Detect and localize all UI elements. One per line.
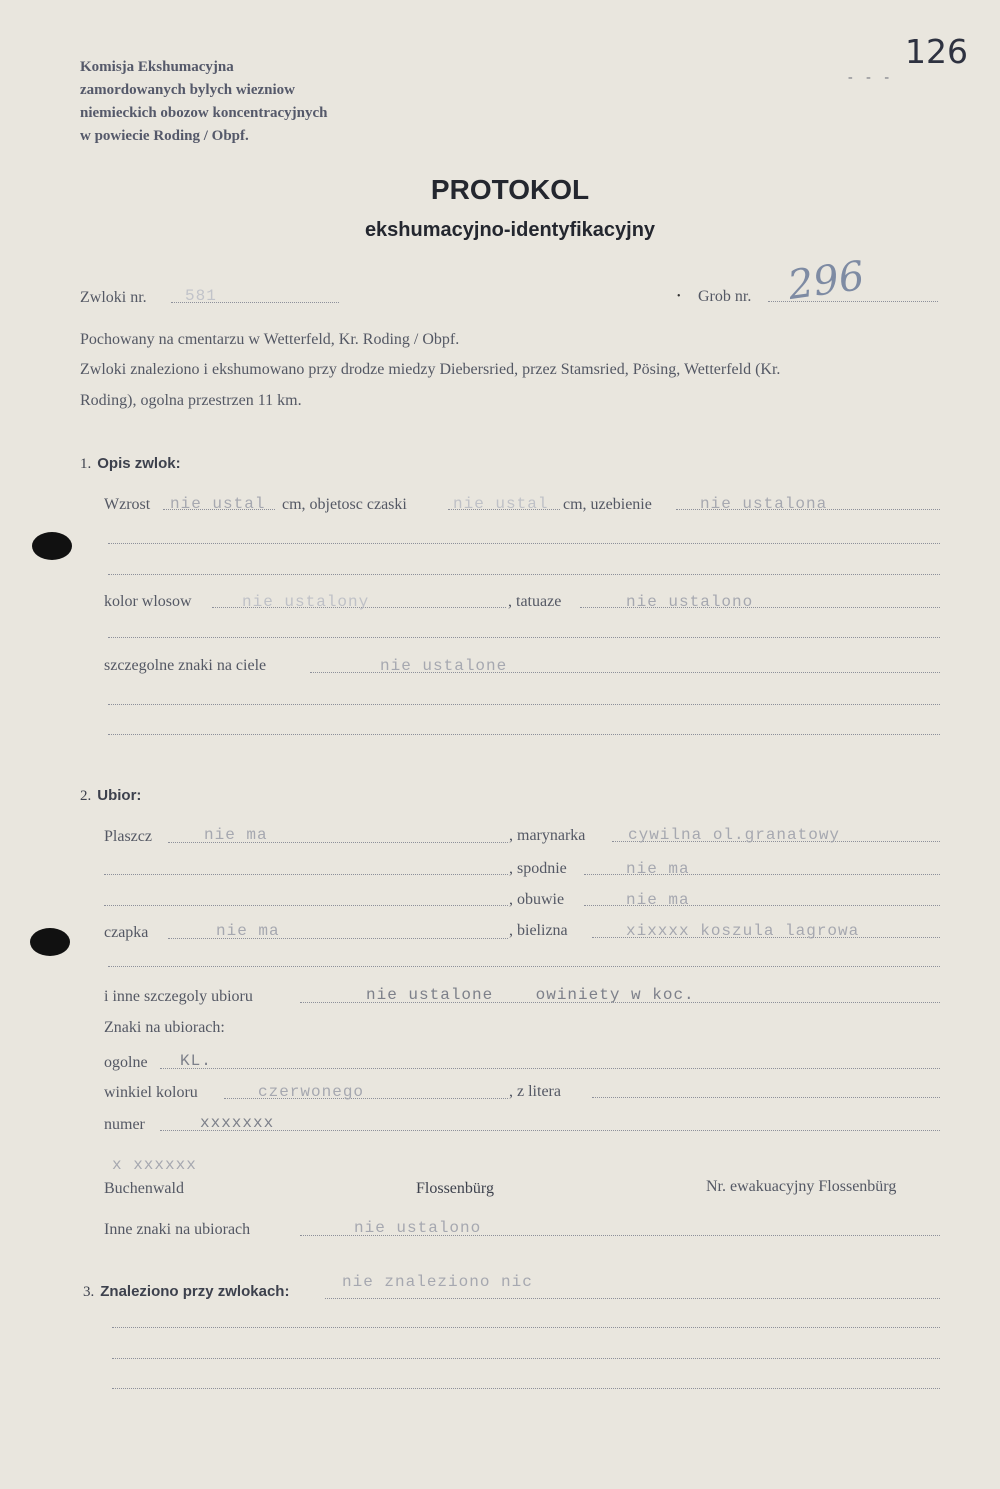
tatuaze-label: , tatuaze (508, 593, 562, 610)
section-2-heading (80, 787, 141, 805)
section-3-title: Znaleziono przy zwlokach: (100, 1283, 290, 1300)
stamp-dashes: - - - (848, 70, 894, 85)
uzebienie-value: nie ustalona (700, 495, 828, 513)
section-3-value: nie znaleziono nic (342, 1273, 533, 1291)
section-2-title: Ubior: (97, 787, 142, 804)
inne-szczegoly-value: nie ustalone owiniety w koc. (366, 986, 695, 1004)
szczegolne-znaki-value: nie ustalone (380, 657, 508, 675)
obuwie-value: nie ma (626, 891, 690, 909)
plaszcz-label: Plaszcz (104, 828, 152, 845)
inne-szczegoly-label: i inne szczegoly ubioru (104, 988, 253, 1005)
section-1-number: 1. (80, 456, 92, 472)
bielizna-value: xixxxx koszula lagrowa (626, 922, 860, 940)
section-3-heading (83, 1283, 289, 1301)
page-number: 126 (905, 32, 968, 71)
found-line-2: Roding), ogolna przestrzen 11 km. (80, 392, 302, 409)
plaszcz-value: nie ma (204, 826, 268, 844)
buchenwald-label: Buchenwald (104, 1180, 184, 1197)
header-line-1: Komisja Ekshumacyjna (80, 59, 234, 75)
obuwie-label: , obuwie (509, 891, 565, 908)
burial-line: Pochowany na cmentarzu w Wetterfeld, Kr. Roding / Obpf. (80, 331, 460, 348)
inne-znaki-value: nie ustalono (354, 1219, 482, 1237)
bielizna-label: , bielizna (509, 922, 568, 939)
commission-header (80, 56, 327, 148)
header-line-2: zamordowanych bylych wiezniow (80, 82, 295, 98)
marynarka-value: cywilna ol.granatowy (628, 826, 841, 844)
czaska-value: nie ustal (453, 495, 549, 513)
wzrost-value: nie ustal (170, 495, 266, 513)
kolor-wlosow-value: nie ustalony (242, 593, 370, 611)
numer-value: xxxxxxx (200, 1114, 275, 1132)
spodnie-label: , spodnie (509, 860, 567, 877)
header-line-4: w powiecie Roding / Obpf. (80, 128, 249, 144)
grob-label: Grob nr. (698, 288, 752, 305)
document-title: PROTOKOL (430, 174, 590, 205)
tatuaze-value: nie ustalono (626, 593, 754, 611)
numer-label: numer (104, 1116, 145, 1133)
section-1-title: Opis zwlok: (97, 455, 181, 472)
marynarka-label: , marynarka (509, 827, 586, 844)
winkiel-koloru-label: winkiel koloru (104, 1084, 198, 1101)
winkiel-koloru-value: czerwonego (258, 1083, 365, 1101)
kolor-wlosow-label: kolor wlosow (104, 593, 192, 610)
znaki-na-ubiorach-label: Znaki na ubiorach: (104, 1019, 225, 1036)
ewakuacyjny-label: Nr. ewakuacyjny Flossenbürg (706, 1178, 897, 1195)
ogolne-label: ogolne (104, 1054, 148, 1071)
struck-value: x xxxxxx (112, 1156, 197, 1174)
section-2-number: 2. (80, 788, 92, 804)
header-line-3: niemieckich obozow koncentracyjnych (80, 105, 328, 121)
found-line-1: Zwloki znaleziono i ekshumowano przy drodze miedzy Diebersried, przez Stamsried, Pösing, Wetterfeld (Kr. (80, 361, 781, 378)
document-subtitle: ekshumacyjno-identyfikacyjny (364, 219, 656, 241)
section-1-heading (80, 455, 181, 473)
zwloki-label: Zwloki nr. (80, 289, 147, 306)
czaska-unit-label: cm, uzebienie (563, 496, 652, 513)
bullet-icon: • (677, 291, 681, 302)
grob-value: 296 (785, 252, 868, 310)
szczegolne-znaki-label: szczegolne znaki na ciele (104, 657, 267, 674)
zwloki-value: 581 (185, 287, 217, 305)
flossenburg-label: Flossenbürg (416, 1180, 494, 1197)
ogolne-value: KL. (180, 1052, 212, 1070)
czapka-value: nie ma (216, 922, 280, 940)
czapka-label: czapka (104, 924, 149, 941)
spodnie-value: nie ma (626, 860, 690, 878)
punch-hole-top (32, 532, 72, 560)
wzrost-label: Wzrost (104, 496, 151, 513)
punch-hole-bottom (30, 928, 70, 956)
wzrost-unit-label: cm, objetosc czaski (282, 496, 407, 513)
z-litera-label: , z litera (509, 1083, 561, 1100)
inne-znaki-label: Inne znaki na ubiorach (104, 1221, 251, 1238)
section-3-number: 3. (83, 1284, 95, 1300)
